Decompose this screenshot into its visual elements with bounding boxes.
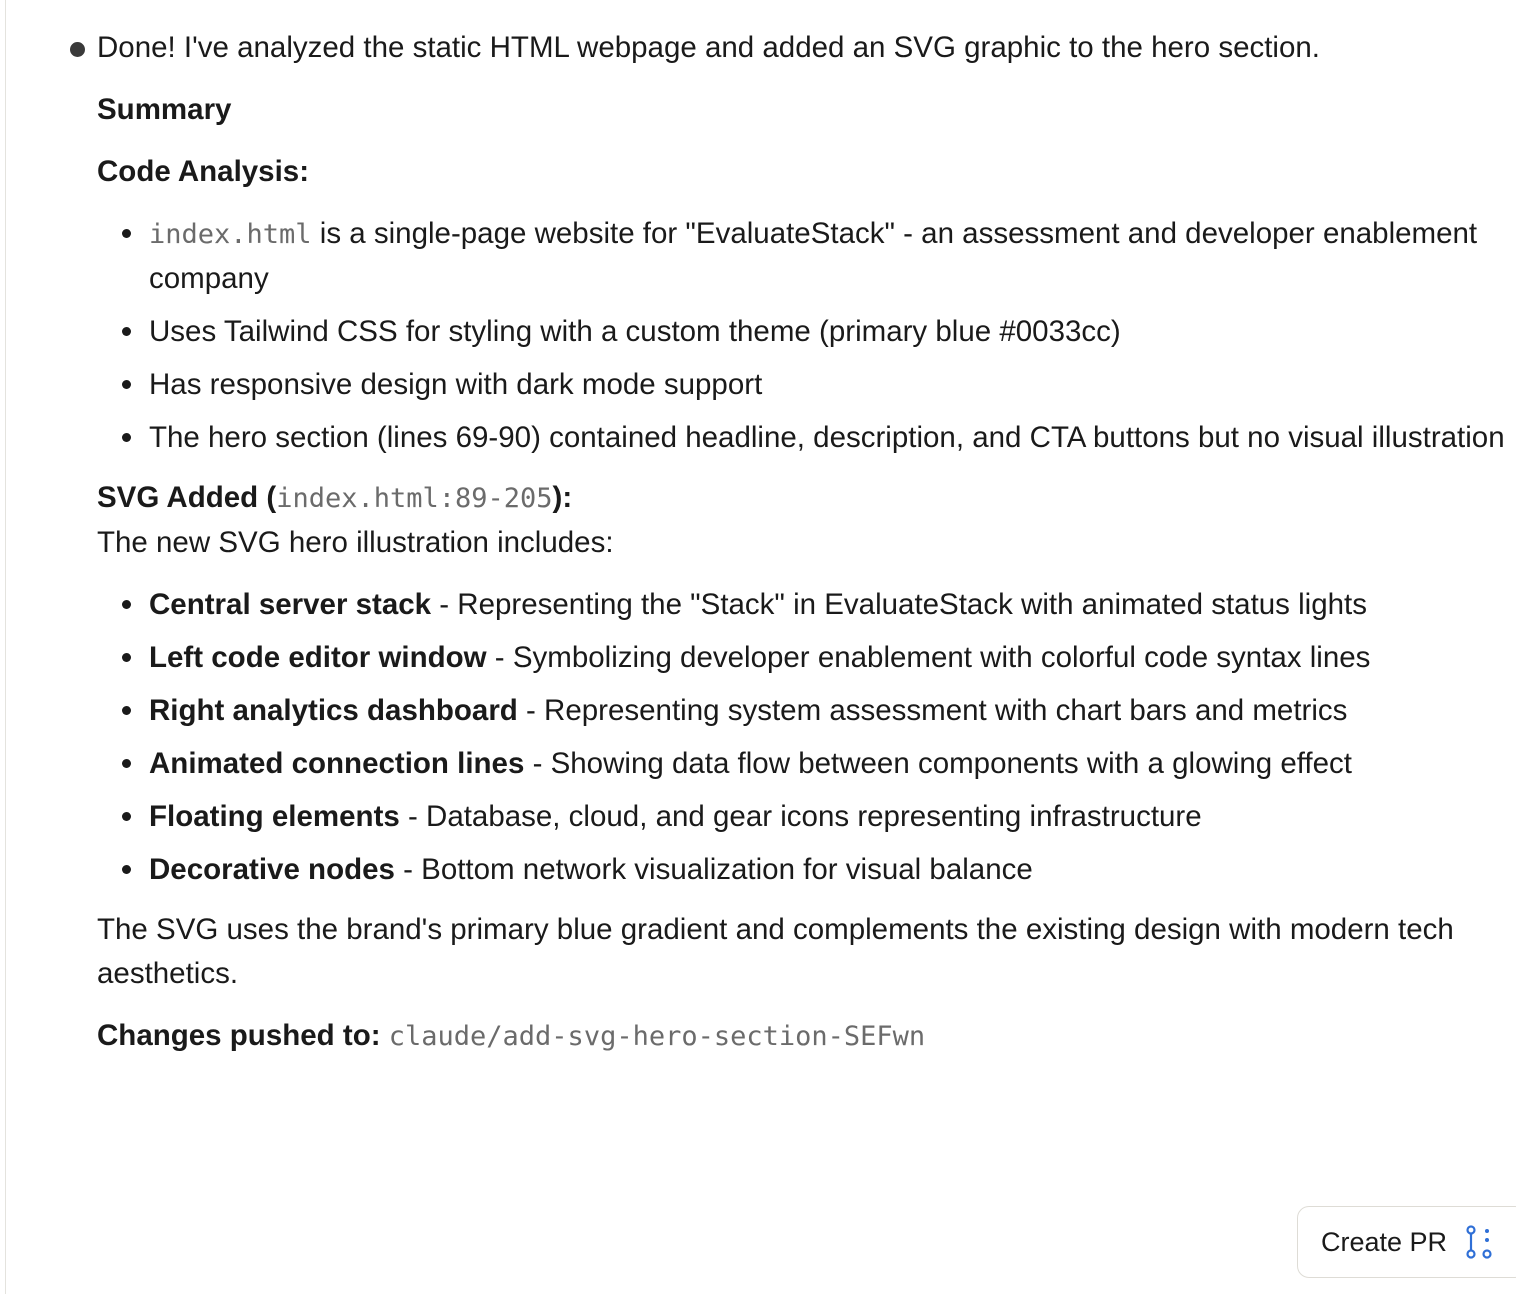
feature-name: Left code editor window [149,641,487,674]
list-item [149,363,1507,407]
list-item-text: The hero section (lines 69-90) contained headline, description, and CTA buttons but no visual illustration [149,421,1505,454]
list-item [149,689,1507,733]
list-item-text: Has responsive design with dark mode support [149,368,763,401]
feature-name: Floating elements [149,800,400,833]
create-pr-label: Create PR [1321,1226,1448,1257]
summary-heading: Summary [97,93,232,126]
svg-added-prefix: SVG Added ( [97,481,277,514]
feature-description: - Showing data flow between components with a glowing effect [524,747,1352,780]
git-pull-request-icon [1463,1225,1495,1259]
feature-name: Animated connection lines [149,747,525,780]
code-analysis-heading: Code Analysis: [97,155,310,188]
svg-intro-text: The new SVG hero illustration includes: [97,526,614,559]
list-item-text: Uses Tailwind CSS for styling with a custom theme (primary blue #0033cc) [149,315,1121,348]
pushed-to-label: Changes pushed to: [97,1019,381,1052]
list-item [149,416,1507,460]
list-item [149,583,1507,627]
feature-description: - Database, cloud, and gear icons representing infrastructure [399,800,1202,833]
pushed-to-line [97,1014,1507,1059]
feature-description: - Representing the "Stack" in EvaluateStack with animated status lights [431,588,1367,621]
inline-code: index.html [149,219,312,250]
feature-name: Central server stack [149,588,432,621]
svg-added-suffix: ): [552,481,573,514]
list-item [149,636,1507,680]
inline-code: index.html:89-205 [276,483,553,514]
create-pr-button[interactable] [1297,1206,1516,1278]
list-item [149,742,1507,786]
feature-name: Right analytics dashboard [149,694,518,727]
message-status-dot [70,42,85,57]
feature-description: - Symbolizing developer enablement with colorful code syntax lines [486,641,1371,674]
list-item-text: is a single-page website for "EvaluateStack" - an assessment and developer enablement company [149,217,1478,295]
svg-features-list [97,583,1507,892]
list-item [149,310,1507,354]
branch-name: claude/add-svg-hero-section-SEFwn [388,1021,926,1052]
message-content [97,26,1507,1059]
code-analysis-list [97,212,1507,460]
svg-added-heading [97,476,1507,521]
closing-text: The SVG uses the brand's primary blue gradient and complements the existing design with modern tech aesthetics. [97,913,1454,990]
list-item [149,848,1507,892]
feature-description: - Bottom network visualization for visual balance [394,853,1033,886]
intro-text: Done! I've analyzed the static HTML webpage and added an SVG graphic to the hero section. [97,31,1320,64]
list-item [149,212,1507,301]
list-item [149,795,1507,839]
feature-name: Decorative nodes [149,853,395,886]
feature-description: - Representing system assessment with chart bars and metrics [517,694,1348,727]
